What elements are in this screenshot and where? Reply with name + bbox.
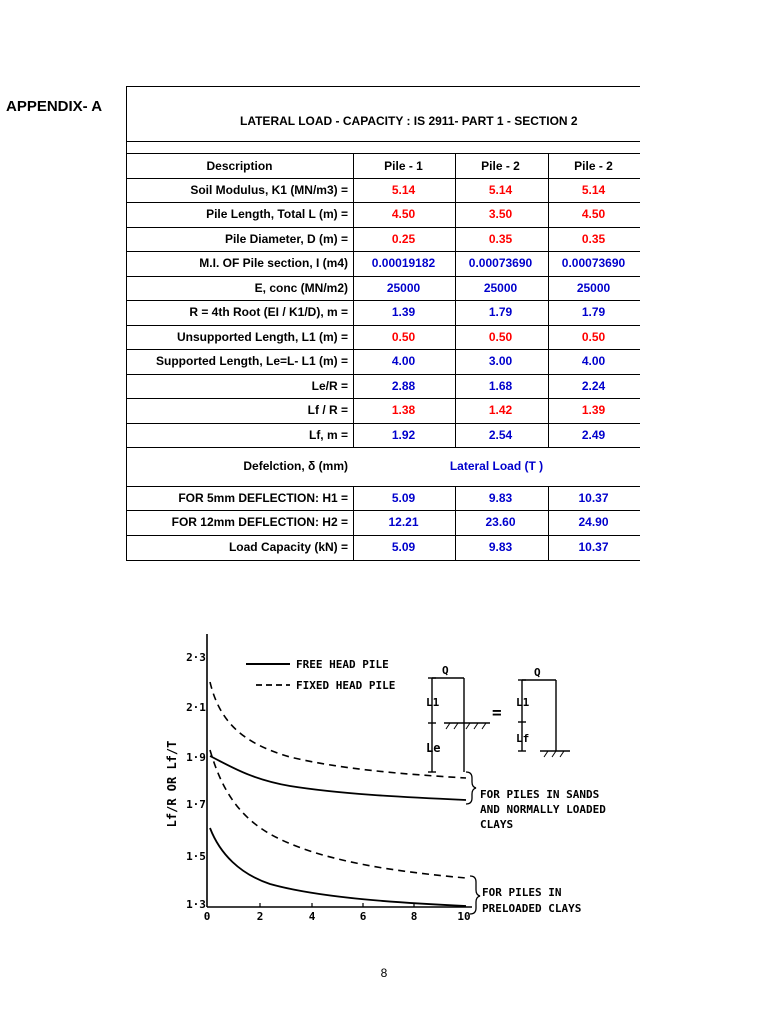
table-rule (126, 300, 640, 301)
fixed-head-curve-preloaded (210, 750, 466, 878)
row-value: 0.35 (488, 232, 513, 246)
row-value: 4.50 (391, 207, 416, 221)
fixed-pile-schematic (518, 680, 570, 757)
table-row (126, 402, 640, 418)
row-value: 1.39 (581, 403, 606, 417)
label-q-2: Q (534, 666, 541, 679)
deflection-header-row (126, 458, 640, 474)
row-value: 2.88 (391, 379, 416, 393)
free-pile-schematic (428, 678, 490, 772)
row-value: 25000 (483, 281, 518, 295)
x-tick: 6 (359, 910, 367, 923)
row-value: 3.00 (488, 354, 513, 368)
table-row (126, 304, 640, 320)
y-tick: 1·3 (186, 898, 206, 911)
lf-ratio-chart (160, 594, 650, 934)
row-label: FOR 5mm DEFLECTION: H1 = (178, 491, 348, 505)
y-axis-label: Lf/R OR Lf/T (165, 740, 179, 828)
header-description: Description (206, 159, 273, 173)
table-row (126, 378, 640, 394)
row-value: 10.37 (578, 491, 609, 505)
row-value: 1.68 (488, 379, 513, 393)
row-value: 1.39 (391, 305, 416, 319)
table-row (126, 514, 640, 530)
row-label: E, conc (MN/m2) (254, 281, 348, 295)
table-rule (126, 510, 640, 511)
table-rule (126, 486, 640, 487)
row-value: 0.00073690 (561, 256, 626, 270)
row-value: 0.00073690 (468, 256, 533, 270)
table-row (126, 206, 640, 222)
table-row (126, 280, 640, 296)
row-label: FOR 12mm DEFLECTION: H2 = (171, 515, 348, 529)
table-row (126, 427, 640, 443)
lateral-load-label: Lateral Load (T ) (449, 459, 544, 473)
row-value: 0.50 (581, 330, 606, 344)
table-row (126, 353, 640, 369)
row-label: Lf, m = (308, 428, 348, 442)
row-value: 24.90 (578, 515, 609, 529)
row-value: 25000 (386, 281, 421, 295)
legend-free-label: FREE HEAD PILE (296, 658, 389, 671)
label-q: Q (442, 664, 449, 677)
row-value: 25000 (576, 281, 611, 295)
row-label: Unsupported Length, L1 (m) = (177, 330, 348, 344)
table-rule (126, 227, 640, 228)
brace-sands-line-2: AND NORMALLY LOADED (480, 803, 606, 816)
table-rule (126, 141, 640, 142)
row-value: 23.60 (485, 515, 516, 529)
x-tick: 8 (410, 910, 418, 923)
table-rule (126, 374, 640, 375)
table-rule (126, 86, 640, 87)
row-value: 0.35 (581, 232, 606, 246)
label-le: Le (426, 741, 441, 755)
free-head-curve-preloaded (210, 828, 466, 906)
row-value: 1.38 (391, 403, 416, 417)
row-label: Soil Modulus, K1 (MN/m3) = (190, 183, 348, 197)
row-value: 12.21 (388, 515, 419, 529)
table-rule (126, 447, 640, 448)
table-rule (126, 560, 640, 561)
label-l1: L1 (426, 696, 440, 709)
row-value: 1.42 (488, 403, 513, 417)
brace-sands-line-1: FOR PILES IN SANDS (480, 788, 600, 801)
table-row (126, 490, 640, 506)
row-value: 5.09 (391, 491, 416, 505)
header-pile-2: Pile - 2 (481, 159, 520, 173)
deflection-label: Defelction, δ (mm) (243, 459, 348, 473)
row-value: 10.37 (578, 540, 609, 554)
label-lf: Lf (516, 732, 530, 745)
y-tick: 2·1 (186, 701, 206, 714)
y-tick: 1·7 (186, 798, 206, 811)
brace-sands (466, 772, 476, 804)
label-l1-2: L1 (516, 696, 530, 709)
table-header (126, 158, 640, 174)
row-value: 2.49 (581, 428, 606, 442)
table-subtitle: LATERAL LOAD - CAPACITY : IS 2911- PART 1 - SECTION 2 (240, 114, 578, 128)
x-tick: 0 (203, 910, 211, 923)
header-pile-1: Pile - 1 (384, 159, 423, 173)
table-rule (126, 202, 640, 203)
row-label: Load Capacity (kN) = (228, 540, 348, 554)
row-label: R = 4th Root (EI / K1/D), m = (189, 305, 348, 319)
row-value: 1.79 (488, 305, 513, 319)
table-row (126, 255, 640, 271)
table-rule (126, 325, 640, 326)
table-rule (126, 153, 640, 154)
row-value: 5.14 (391, 183, 416, 197)
table-rule (126, 398, 640, 399)
row-value: 9.83 (488, 491, 513, 505)
page-number: 8 (380, 966, 388, 980)
row-label: M.I. OF Pile section, I (m4) (199, 256, 348, 270)
row-value: 0.50 (488, 330, 513, 344)
brace-sands-line-3: CLAYS (480, 818, 514, 831)
x-tick: 4 (308, 910, 316, 923)
y-tick: 1·9 (186, 751, 206, 764)
row-label: Pile Length, Total L (m) = (206, 207, 348, 221)
brace-preloaded-line-1: FOR PILES IN (482, 886, 562, 899)
table-rule (126, 535, 640, 536)
row-value: 1.92 (391, 428, 416, 442)
row-label: Pile Diameter, D (m) = (224, 232, 348, 246)
row-value: 5.14 (581, 183, 606, 197)
table-row (126, 231, 640, 247)
header-pile-3: Pile - 2 (574, 159, 613, 173)
row-value: 0.00019182 (371, 256, 436, 270)
table-row (126, 329, 640, 345)
table-rule (126, 276, 640, 277)
x-tick: 2 (256, 910, 264, 923)
y-tick: 1·5 (186, 850, 206, 863)
row-value: 0.50 (391, 330, 416, 344)
row-value: 4.00 (391, 354, 416, 368)
brace-preloaded (470, 876, 480, 914)
label-equals: = (492, 703, 502, 722)
table-rule (126, 251, 640, 252)
row-label: Le/R = (311, 379, 348, 393)
row-value: 5.14 (488, 183, 513, 197)
row-value: 0.25 (391, 232, 416, 246)
row-value: 5.09 (391, 540, 416, 554)
x-tick: 10 (457, 910, 471, 923)
legend-fixed-label: FIXED HEAD PILE (296, 679, 396, 692)
row-value: 9.83 (488, 540, 513, 554)
row-value: 2.54 (488, 428, 513, 442)
brace-preloaded-line-2: PRELOADED CLAYS (482, 902, 582, 915)
row-value: 3.50 (488, 207, 513, 221)
row-value: 2.24 (581, 379, 606, 393)
table-row (126, 539, 640, 555)
table-rule (126, 178, 640, 179)
table-rule (126, 423, 640, 424)
row-value: 1.79 (581, 305, 606, 319)
free-head-curve-sands (210, 756, 466, 800)
appendix-title: APPENDIX- A (6, 98, 103, 115)
row-value: 4.00 (581, 354, 606, 368)
row-value: 4.50 (581, 207, 606, 221)
row-label: Lf / R = (307, 403, 348, 417)
table-row (126, 182, 640, 198)
y-tick: 2·3 (186, 651, 206, 664)
table-rule (126, 349, 640, 350)
row-label: Supported Length, Le=L- L1 (m) = (156, 354, 348, 368)
